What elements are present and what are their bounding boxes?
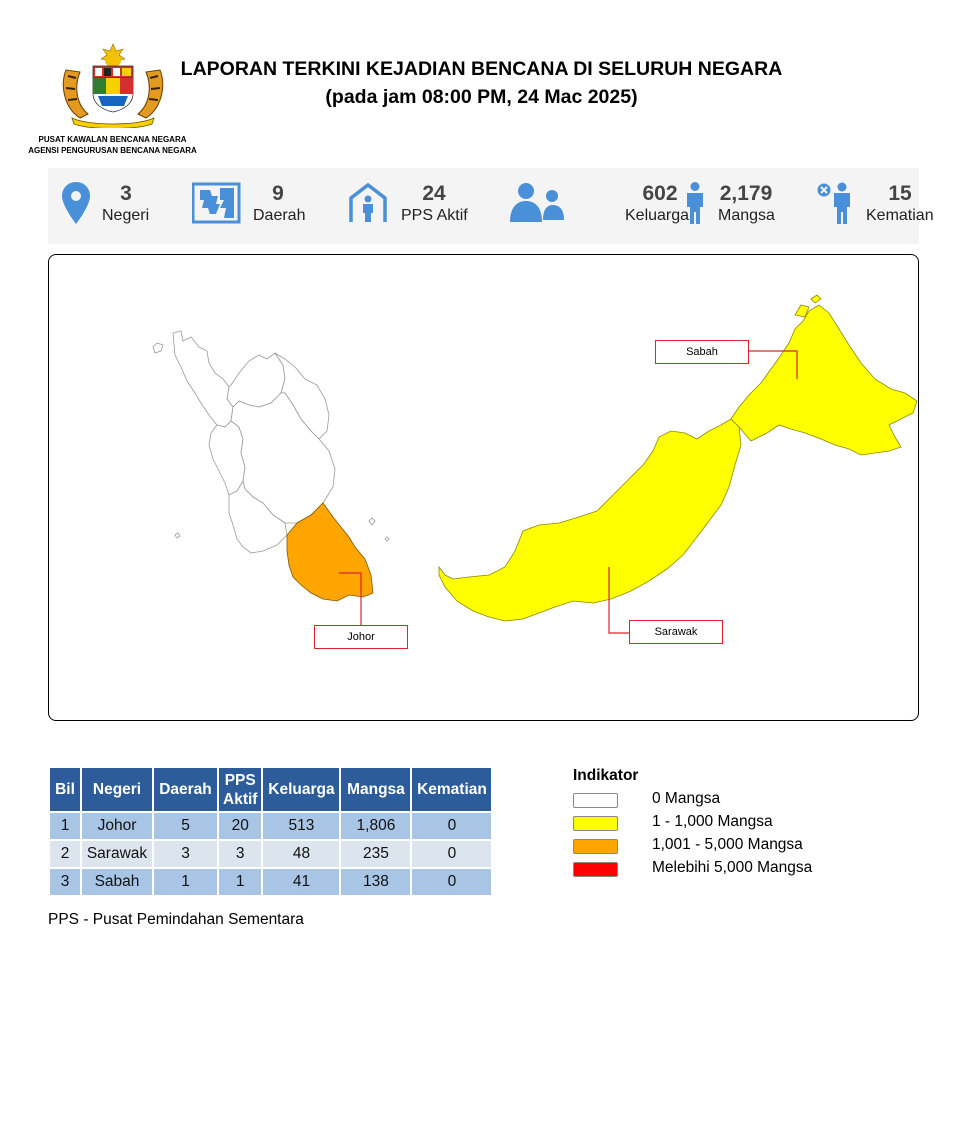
cell-bil: 1 xyxy=(50,813,80,839)
cell-kematian: 0 xyxy=(412,813,491,839)
legend-label: 0 Mangsa xyxy=(652,790,721,807)
header-negeri: Negeri xyxy=(82,768,152,811)
state-perlis-kedah xyxy=(173,331,233,427)
legend-item xyxy=(573,790,721,813)
org-line-1: PUSAT KAWALAN BENCANA NEGARA xyxy=(38,135,187,144)
header-daerah: Daerah xyxy=(154,768,217,811)
district-map-icon xyxy=(192,182,242,224)
legend-title: Indikator xyxy=(573,767,639,784)
cell-mangsa: 138 xyxy=(341,869,410,895)
table-row xyxy=(50,869,491,895)
header-pps-top: PPS xyxy=(224,771,256,789)
stat-negeri-label: Negeri xyxy=(102,207,150,224)
cell-keluarga: 513 xyxy=(263,813,339,839)
cell-daerah: 3 xyxy=(154,841,217,867)
legend-label: Melebihi 5,000 Mangsa xyxy=(652,859,813,876)
table-row xyxy=(50,813,491,839)
cell-daerah: 5 xyxy=(154,813,217,839)
state-penang-perak xyxy=(209,421,245,495)
cell-negeri: Johor xyxy=(82,813,152,839)
cell-mangsa: 235 xyxy=(341,841,410,867)
report-timestamp: (pada jam 08:00 PM, 24 Mac 2025) xyxy=(325,86,638,108)
family-icon xyxy=(510,182,566,224)
stat-pps-label: PPS Aktif xyxy=(401,207,468,224)
cell-bil: 2 xyxy=(50,841,80,867)
person-icon xyxy=(684,182,706,224)
cell-keluarga: 41 xyxy=(263,869,339,895)
callout-johor: Johor xyxy=(314,625,408,649)
stat-keluarga-value: 602 xyxy=(642,182,678,205)
header-kematian: Kematian xyxy=(412,768,491,811)
callout-sarawak: Sarawak xyxy=(629,620,723,644)
cell-negeri: Sarawak xyxy=(82,841,152,867)
death-person-icon xyxy=(816,182,856,224)
legend-item xyxy=(573,813,773,836)
header-pps-aktif xyxy=(219,768,261,811)
header-mangsa: Mangsa xyxy=(341,768,410,811)
state-summary-table xyxy=(48,766,493,897)
stat-negeri-value: 3 xyxy=(120,182,132,205)
report-title-block xyxy=(160,55,803,111)
cell-pps: 1 xyxy=(219,869,261,895)
header-pps-bottom: Aktif xyxy=(223,790,258,808)
header-bil: Bil xyxy=(50,768,80,811)
legend-item xyxy=(573,836,803,859)
cell-pps: 20 xyxy=(219,813,261,839)
stat-keluarga-label: Keluarga xyxy=(625,207,690,224)
stat-kematian-label: Kematian xyxy=(866,207,934,224)
cell-kematian: 0 xyxy=(412,841,491,867)
summary-stats-bar xyxy=(48,168,934,244)
organization-name xyxy=(20,134,205,156)
report-title: LAPORAN TERKINI KEJADIAN BENCANA DI SELURUH NEGARA xyxy=(180,58,783,80)
stat-daerah-value: 9 xyxy=(272,182,284,205)
legend-label: 1 - 1,000 Mangsa xyxy=(652,813,773,830)
cell-daerah: 1 xyxy=(154,869,217,895)
stat-pps-value: 24 xyxy=(422,182,446,205)
stat-mangsa-label: Mangsa xyxy=(718,207,775,224)
peninsular-malaysia xyxy=(153,331,389,553)
shelter-icon xyxy=(348,182,388,224)
cell-pps: 3 xyxy=(219,841,261,867)
cell-keluarga: 48 xyxy=(263,841,339,867)
cell-bil: 3 xyxy=(50,869,80,895)
callout-sabah: Sabah xyxy=(655,340,749,364)
table-row xyxy=(50,841,491,867)
stat-daerah-label: Daerah xyxy=(253,207,306,224)
stat-kematian-value: 15 xyxy=(888,182,912,205)
org-line-2: AGENSI PENGURUSAN BENCANA NEGARA xyxy=(28,146,197,155)
legend-label: 1,001 - 5,000 Mangsa xyxy=(652,836,803,853)
legend-swatch-mid xyxy=(573,839,618,854)
table-header-row xyxy=(50,768,491,811)
legend-swatch-low xyxy=(573,816,618,831)
header-keluarga: Keluarga xyxy=(263,768,339,811)
legend-swatch-high xyxy=(573,862,618,877)
malaysia-disaster-map xyxy=(48,254,919,721)
legend-item xyxy=(573,859,813,882)
legend-swatch-none xyxy=(573,793,618,808)
cell-mangsa: 1,806 xyxy=(341,813,410,839)
cell-kematian: 0 xyxy=(412,869,491,895)
cell-negeri: Sabah xyxy=(82,869,152,895)
pps-footnote: PPS - Pusat Pemindahan Sementara xyxy=(48,911,304,928)
coat-of-arms-logo xyxy=(58,40,168,128)
state-sabah xyxy=(731,305,917,455)
stat-mangsa-value: 2,179 xyxy=(719,182,773,205)
map-canvas xyxy=(49,255,918,720)
state-sarawak xyxy=(439,419,741,621)
location-pin-icon xyxy=(62,182,90,224)
map-legend xyxy=(573,767,813,882)
